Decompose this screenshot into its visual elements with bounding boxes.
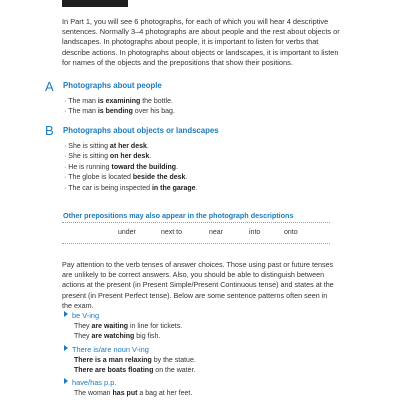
list-item: · The man is bending over his bag. bbox=[64, 107, 175, 117]
tense-paragraph: Pay attention to the verb tenses of answer choices. Those using past or future tenses are unlikely to be correct answers. Also, you should be able to distinguish between actions at the present (in Present Simple/Present Continuous tense) and states at the present (in Present Perfect tense). Below are some sentence patterns often seen in the exam. bbox=[62, 260, 334, 310]
preposition: onto bbox=[284, 229, 298, 236]
intro-paragraph: In Part 1, you will see 6 photographs, for each of which you will hear 4 descriptive sentences. Normally 3–4 photographs are about people and the rest about objects or landscapes. In photographs about people, it is important to listen for verbs that describe actions. In photographs about objects or landscapes, it is important to listen for names of the objects and the prepositions that show their positions. bbox=[62, 17, 340, 67]
preposition: under bbox=[118, 229, 136, 236]
triangle-bullet-icon bbox=[64, 345, 68, 351]
preposition: near bbox=[209, 229, 224, 236]
list-item: · The car is being inspected in the garage. bbox=[64, 184, 197, 194]
divider bbox=[62, 243, 330, 244]
triangle-bullet-icon bbox=[64, 378, 68, 384]
section-a-letter: A bbox=[45, 79, 54, 94]
list-item: · He is running toward the building. bbox=[64, 163, 197, 173]
preposition: next to bbox=[161, 229, 183, 236]
list-item: · She is sitting at her desk. bbox=[64, 142, 197, 152]
triangle-bullet-icon bbox=[64, 311, 68, 317]
pattern-example: They are watching big fish. bbox=[74, 333, 161, 340]
section-b-list bbox=[64, 142, 197, 194]
list-item: · The globe is located beside the desk. bbox=[64, 173, 197, 183]
header-tab bbox=[62, 0, 128, 7]
section-a-heading: Photographs about people bbox=[63, 81, 162, 90]
prepositions-heading: Other prepositions may also appear in the photograph descriptions bbox=[63, 211, 294, 220]
pattern-heading: There is/are noun V-ing bbox=[64, 345, 149, 354]
section-b-letter: B bbox=[45, 123, 54, 138]
section-b-heading: Photographs about objects or landscapes bbox=[63, 126, 219, 135]
preposition: into bbox=[249, 229, 261, 236]
pattern-example: They are waiting in line for tickets. bbox=[74, 323, 183, 330]
pattern-example: The woman has put a bag at her feet. bbox=[74, 390, 193, 397]
pattern-heading: be V-ing bbox=[64, 311, 99, 320]
pattern-example: There are boats floating on the water. bbox=[74, 367, 196, 374]
pattern-example: There is a man relaxing by the statue. bbox=[74, 357, 196, 364]
pattern-heading: have/has p.p. bbox=[64, 378, 116, 387]
section-a-list bbox=[64, 97, 175, 118]
list-item: · She is sitting on her desk. bbox=[64, 152, 197, 162]
divider bbox=[62, 222, 330, 223]
list-item: · The man is examining the bottle. bbox=[64, 97, 175, 107]
